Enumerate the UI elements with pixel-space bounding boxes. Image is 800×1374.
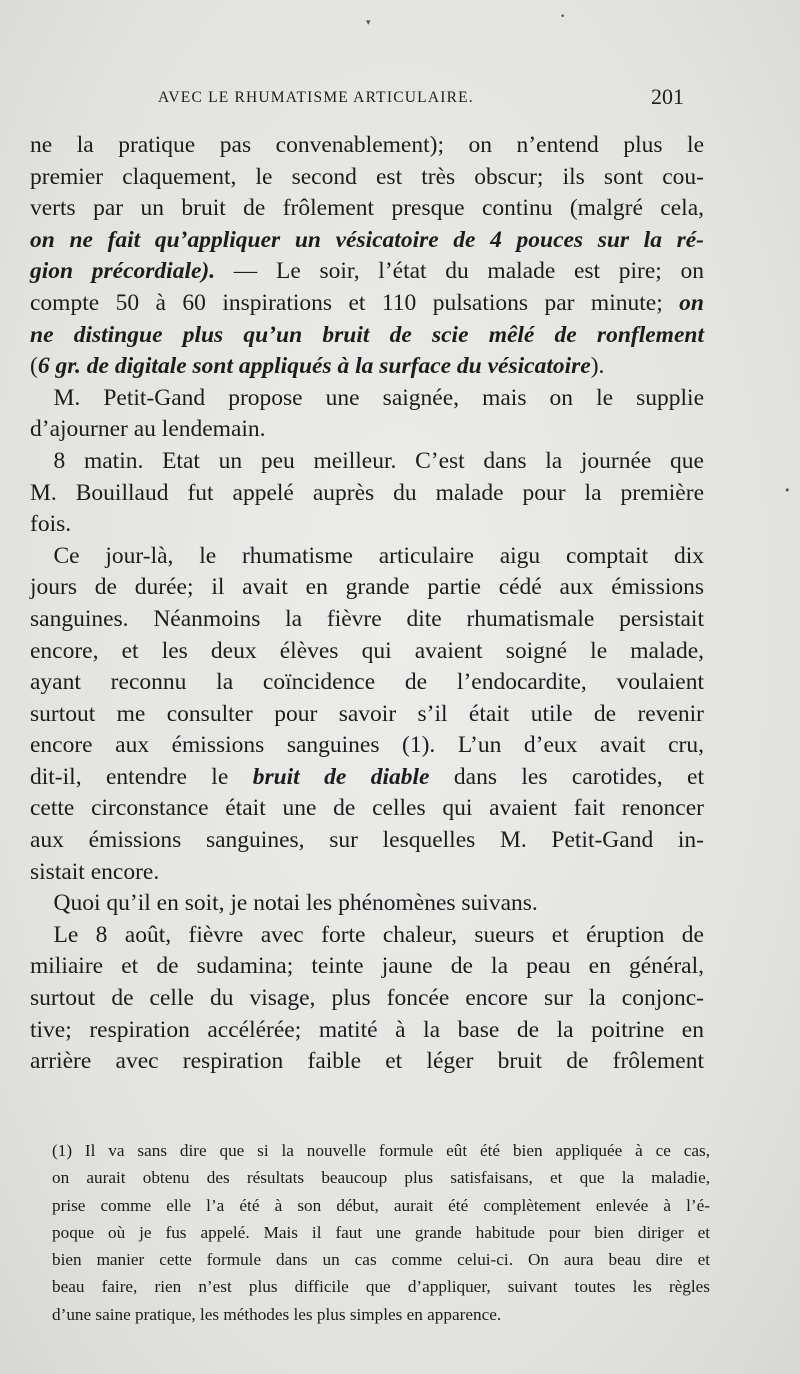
text-line bbox=[30, 414, 704, 446]
text-line bbox=[30, 1046, 704, 1078]
text-segment: ). bbox=[590, 353, 605, 380]
text-line bbox=[30, 604, 704, 636]
text-line bbox=[30, 793, 704, 825]
footnote-line: (1) Il va sans dire que si la nouvelle formule eût été bien appliquée à ce cas, bbox=[52, 1141, 710, 1160]
text-segment: M. Petit-Gand propose une saignée, mais on le supplie bbox=[30, 384, 704, 411]
text-segment: aux émissions sanguines, sur lesquelles M. Petit-Gand in- bbox=[30, 827, 704, 854]
page-speck: ▾ bbox=[366, 18, 371, 28]
text-segment: Quoi qu’il en soit, je notai les phénomènes suivans. bbox=[30, 890, 538, 917]
text-segment: dit-il, entendre le bbox=[30, 763, 253, 790]
text-line bbox=[30, 825, 704, 857]
text-line bbox=[30, 951, 704, 983]
text-line bbox=[30, 541, 704, 573]
text-line bbox=[30, 383, 704, 415]
text-segment: M. Bouillaud fut appelé auprès du malade pour la première bbox=[30, 479, 704, 506]
text-segment: ( bbox=[30, 353, 38, 380]
italic-text-segment: bruit de diable bbox=[252, 763, 430, 790]
text-segment: Le 8 août, fièvre avec forte chaleur, sueurs et éruption de bbox=[30, 921, 704, 948]
text-line bbox=[30, 888, 704, 920]
body-text bbox=[30, 130, 704, 1078]
text-segment: surtout me consulter pour savoir s’il était utile de revenir bbox=[30, 700, 704, 727]
text-line bbox=[30, 509, 704, 541]
text-line bbox=[30, 130, 704, 162]
text-segment: encore aux émissions sanguines (1). L’un d’eux avait cru, bbox=[30, 732, 704, 759]
footnote-line: prise comme elle l’a été à son début, aurait été complètement enlevée à l’é- bbox=[52, 1195, 710, 1215]
text-segment: sanguines. Néanmoins la fièvre dite rhumatismale persistait bbox=[30, 605, 704, 632]
text-segment: dans les carotides, et bbox=[429, 763, 704, 790]
text-line bbox=[30, 857, 704, 889]
text-segment: verts par un bruit de frôlement presque continu (malgré cela, bbox=[30, 195, 704, 222]
footnote-line: bien manier cette formule dans un cas comme celui-ci. On aura beau dire et bbox=[52, 1250, 710, 1270]
text-segment: — Le soir, l’état du malade est pire; on bbox=[215, 258, 704, 285]
text-segment: jours de durée; il avait en grande partie cédé aux émissions bbox=[30, 574, 704, 601]
page-header bbox=[158, 86, 684, 112]
text-segment: cette circonstance était une de celles qui avaient fait renoncer bbox=[30, 795, 704, 822]
page-speck: • bbox=[784, 484, 791, 497]
footnote-line: poque où je fus appelé. Mais il faut une grande habitude pour bien diriger et bbox=[52, 1222, 710, 1242]
text-line bbox=[30, 288, 704, 320]
footnote bbox=[52, 1137, 710, 1328]
italic-text-segment: on ne fait qu’appliquer un vésicatoire de 4 pouces sur la ré- bbox=[30, 226, 704, 253]
text-line bbox=[30, 225, 704, 257]
text-line bbox=[30, 1015, 704, 1047]
text-segment: fois. bbox=[30, 511, 72, 538]
text-segment: sistait encore. bbox=[30, 858, 160, 885]
page-speck: • bbox=[560, 12, 566, 22]
text-segment: tive; respiration accélérée; matité à la base de la poitrine en bbox=[30, 1016, 704, 1043]
text-segment: miliaire et de sudamina; teinte jaune de la peau en général, bbox=[30, 953, 704, 980]
italic-text-segment: ne distingue plus qu’un bruit de scie mêlé de ronflement bbox=[30, 321, 704, 348]
text-line bbox=[30, 920, 704, 952]
running-title: AVEC LE RHUMATISME ARTICULAIRE. bbox=[158, 89, 474, 106]
text-line bbox=[30, 256, 704, 288]
text-line bbox=[30, 193, 704, 225]
text-segment: 8 matin. Etat un peu meilleur. C’est dans la journée que bbox=[30, 447, 704, 474]
text-segment: surtout de celle du visage, plus foncée encore sur la conjonc- bbox=[30, 985, 704, 1012]
italic-text-segment: on bbox=[679, 289, 704, 316]
text-segment: ne la pratique pas convenablement); on n’entend plus le bbox=[30, 132, 704, 158]
footnote-line: beau faire, rien n’est plus difficile que d’appliquer, suivant toutes les règles bbox=[52, 1277, 710, 1297]
text-line bbox=[30, 730, 704, 762]
text-line bbox=[30, 351, 704, 383]
footnote-line: d’une saine pratique, les méthodes les plus simples en apparence. bbox=[52, 1304, 502, 1324]
text-line bbox=[30, 667, 704, 699]
text-segment: encore, et les deux élèves qui avaient soigné le malade, bbox=[30, 637, 704, 664]
text-line bbox=[30, 320, 704, 352]
footnote-line: on aurait obtenu des résultats beaucoup plus satisfaisans, et que la maladie, bbox=[52, 1168, 710, 1188]
text-segment: d’ajourner au lendemain. bbox=[30, 416, 266, 443]
text-line bbox=[30, 572, 704, 604]
text-line bbox=[30, 983, 704, 1015]
text-segment: Ce jour-là, le rhumatisme articulaire aigu comptait dix bbox=[30, 542, 704, 569]
italic-text-segment: 6 gr. de digitale sont appliqués à la surface du vésicatoire bbox=[37, 353, 591, 380]
text-segment: ayant reconnu la coïncidence de l’endocardite, voulaient bbox=[30, 669, 704, 696]
text-line bbox=[30, 478, 704, 510]
italic-text-segment: gion précordiale). bbox=[30, 258, 216, 285]
text-line bbox=[30, 636, 704, 668]
text-segment: compte 50 à 60 inspirations et 110 pulsations par minute; bbox=[30, 289, 680, 316]
text-segment: arrière avec respiration faible et léger bruit de frôlement bbox=[30, 1048, 704, 1075]
text-line bbox=[30, 762, 704, 794]
text-line bbox=[30, 162, 704, 194]
text-line bbox=[30, 699, 704, 731]
text-line bbox=[30, 446, 704, 478]
text-segment: premier claquement, le second est très obscur; ils sont cou- bbox=[30, 163, 704, 190]
page-number: 201 bbox=[651, 84, 684, 109]
